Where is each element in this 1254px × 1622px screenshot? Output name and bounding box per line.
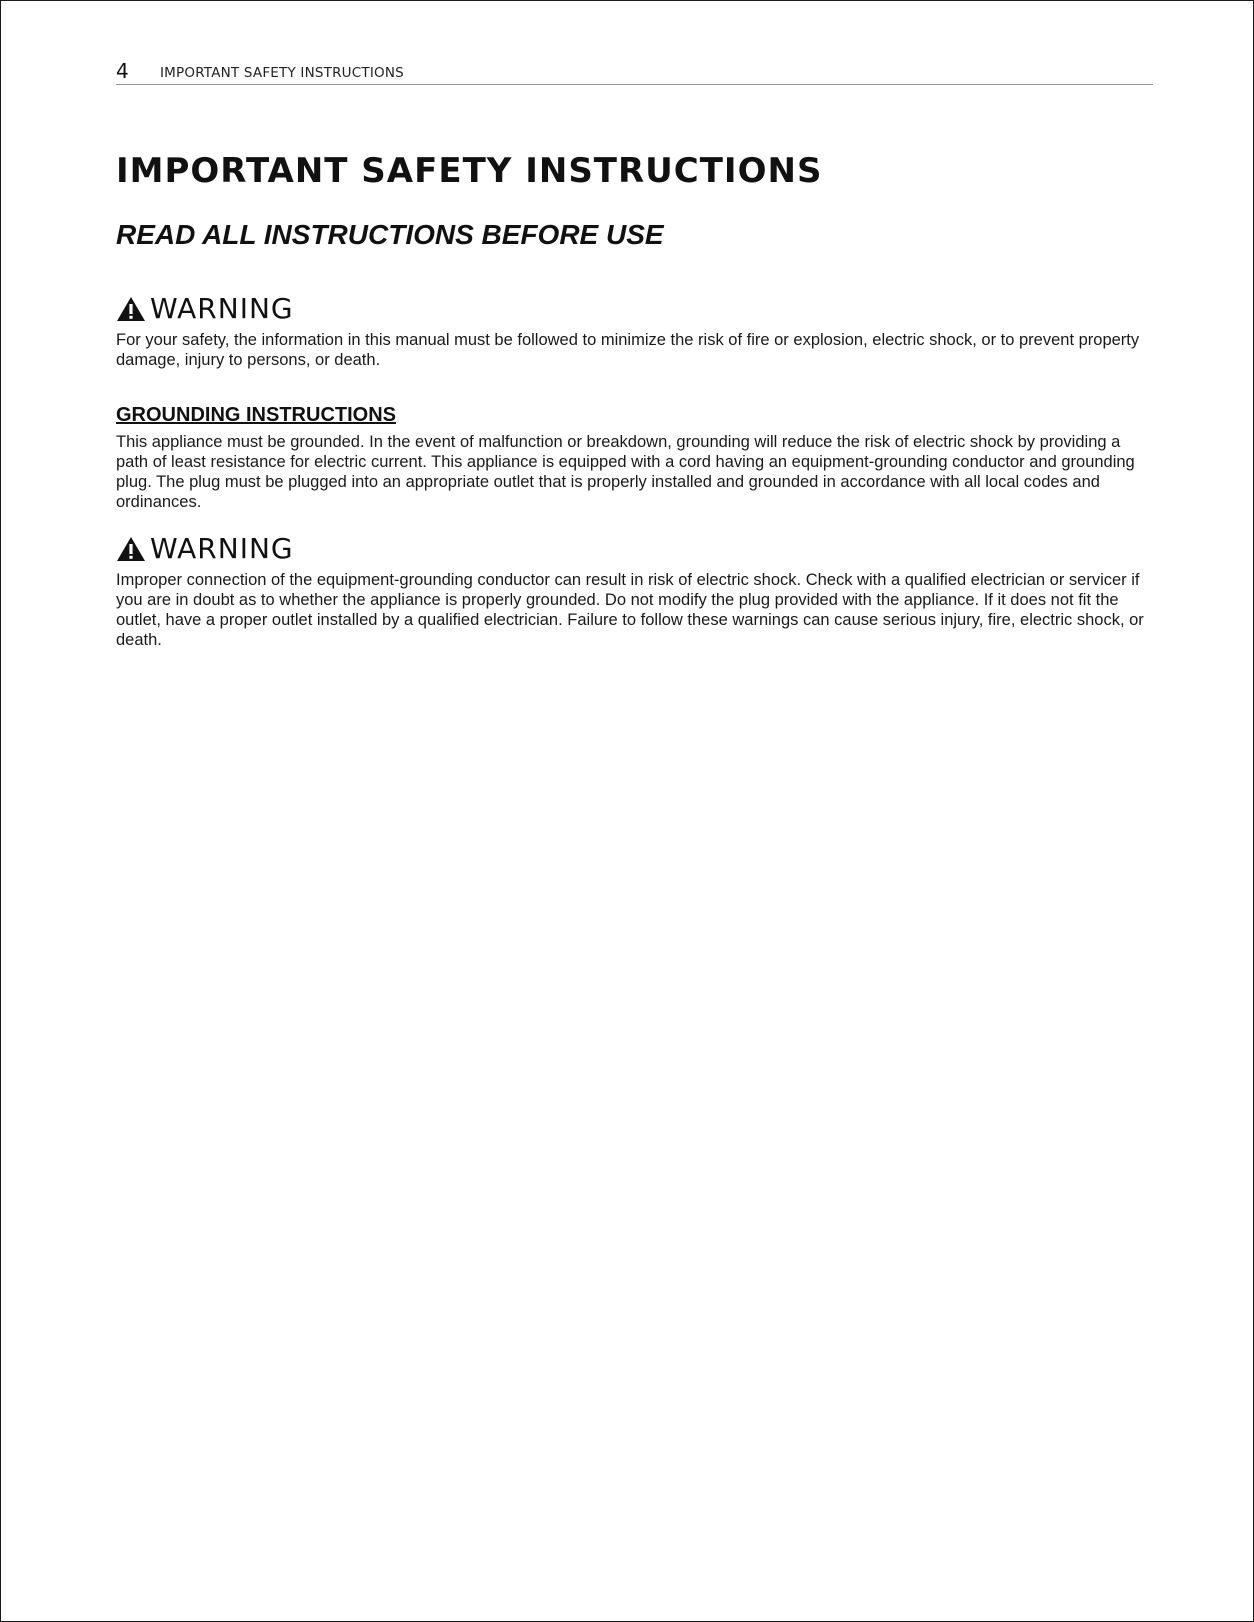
page-subtitle: READ ALL INSTRUCTIONS BEFORE USE (116, 219, 664, 250)
warning-label-1: WARNING (150, 292, 294, 325)
grounding-text: This appliance must be grounded. In the event of malfunction or breakdown, grounding will reduce the risk of electric shock by providing a path of least resistance for electric current. This appliance is equipped with a cord having an equipment-grounding conductor and grounding plug. The plug must be plugged into an appropriate outlet that is properly installed and grounded in accordance with all local codes and ordinances. (116, 433, 1135, 511)
grounding-heading: GROUNDING INSTRUCTIONS (116, 404, 396, 426)
page-number: 4 (116, 59, 129, 83)
running-header (116, 58, 1153, 85)
warning-section-2 (116, 532, 1156, 650)
warning-label-2: WARNING (150, 532, 294, 565)
grounding-section (116, 402, 1156, 512)
warning-triangle-icon (116, 296, 146, 322)
warning-heading-1 (116, 292, 1156, 326)
page-title: IMPORTANT SAFETY INSTRUCTIONS (116, 151, 823, 191)
warning-section-1 (116, 292, 1156, 370)
warning-text-1: For your safety, the information in this manual must be followed to minimize the risk of fire or explosion, electric shock, or to prevent property damage, injury to persons, or death. (116, 331, 1140, 369)
warning-triangle-icon (116, 536, 146, 562)
running-header-title: IMPORTANT SAFETY INSTRUCTIONS (160, 65, 404, 81)
page-content (116, 150, 1156, 650)
warning-heading-2 (116, 532, 1156, 566)
warning-text-2: Improper connection of the equipment-grounding conductor can result in risk of electric shock. Check with a qualified electrician or servicer if you are in doubt as to whether the appliance is properly grounded. Do not modify the plug provided with the appliance. If it does not fit the outlet, have a proper outlet installed by a qualified electrician. Failure to follow these warnings can cause serious injury, fire, electric shock, or death. (116, 571, 1144, 649)
